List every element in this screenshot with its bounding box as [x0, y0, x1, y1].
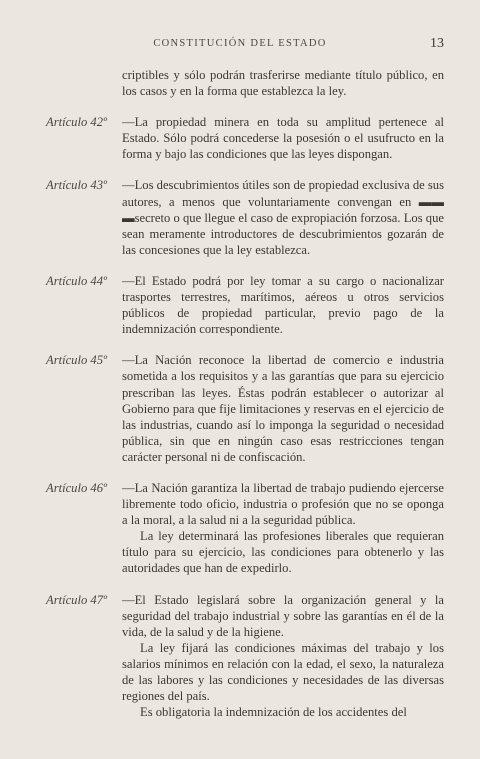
article-text — [122, 273, 444, 337]
article-label: Artículo 45º — [46, 353, 107, 368]
article-paragraph: —La Nación reconoce la libertad de comercio e industria sometida a los requisitos y a las garantías que para su ejercicio prescriban las leyes. Éstas podrán establecer o autorizar al Gobierno para que fije limitaciones y reservas en el ejercicio de las industrias, cuando así lo imponga la seguridad o necesidad pública, sin que en ningún caso esas restricciones tengan carácter personal ni de confiscación. — [122, 353, 444, 464]
article-paragraph: —La propiedad minera en toda su amplitud pertenece al Estado. Sólo podrá concederse la posesión o el usufructo en la forma y bajo las condiciones que las leyes dispongan. — [122, 115, 444, 162]
article-block — [0, 352, 480, 465]
article-label: Artículo 47º — [46, 592, 107, 607]
article-text — [122, 592, 444, 721]
article-paragraph: —La Nación garantiza la libertad de trabajo pudiendo ejercerse libremente todo oficio, industria o profesión que no se oponga a la moral, a la salud ni a la seguridad pública. — [122, 480, 444, 528]
article-block — [0, 480, 480, 577]
article-text — [122, 177, 444, 257]
article-label: Artículo 44º — [46, 273, 107, 288]
article-paragraph: —Los descubrimientos útiles son de propiedad exclusiva de sus autores, a menos que voluntariamente convengan en ▬▬ ▬secreto o que llegue el caso de expropiación forzosa. Los que sean meramente introductores de descubrimientos gozarán de las concesiones que la ley establezca. — [122, 178, 444, 257]
article-label: Artículo 43º — [46, 178, 107, 193]
article-paragraph: Es obligatoria la indemnización de los accidentes del — [140, 705, 407, 720]
running-title: CONSTITUCIÓN DEL ESTADO — [153, 38, 327, 49]
continued-text: criptibles y sólo podrán trasferirse mediante título público, en los casos y en la forma que establezca la ley. — [122, 68, 444, 99]
article-label: Artículo 42º — [46, 115, 107, 130]
article-paragraph: La ley fijará las condiciones máximas del trabajo y los salarios mínimos en relación con la edad, el sexo, la naturaleza de las labores y las condiciones y necesidades de las diversas regiones del país. — [122, 640, 444, 704]
article-paragraph: —El Estado podrá por ley tomar a su cargo o nacionalizar trasportes terrestres, marítimos, aéreos u otros servicios públicos de propiedad particular, previo pago de la indemnización correspondiente. — [122, 273, 444, 337]
article-paragraph: La ley determinará las profesiones liberales que requieran título para su ejercicio, las condiciones para obtenerlo y las autoridades que han de expedirlo. — [122, 529, 444, 576]
article-list — [0, 114, 480, 720]
page-number: 13 — [430, 36, 444, 51]
article-text — [122, 480, 444, 577]
article-text — [122, 352, 444, 465]
article-block — [0, 592, 480, 721]
article-block — [0, 273, 480, 337]
article-paragraph: —El Estado legislará sobre la organización general y la seguridad del trabajo industrial y sobre las garantías en él de la vida, de la salud y de la higiene. — [122, 592, 444, 639]
article-text — [122, 114, 444, 162]
continued-paragraph — [122, 67, 444, 99]
running-head — [0, 38, 480, 56]
article-block — [0, 177, 480, 257]
article-label: Artículo 46º — [46, 480, 107, 495]
article-block — [0, 114, 480, 162]
document-body — [0, 67, 480, 735]
